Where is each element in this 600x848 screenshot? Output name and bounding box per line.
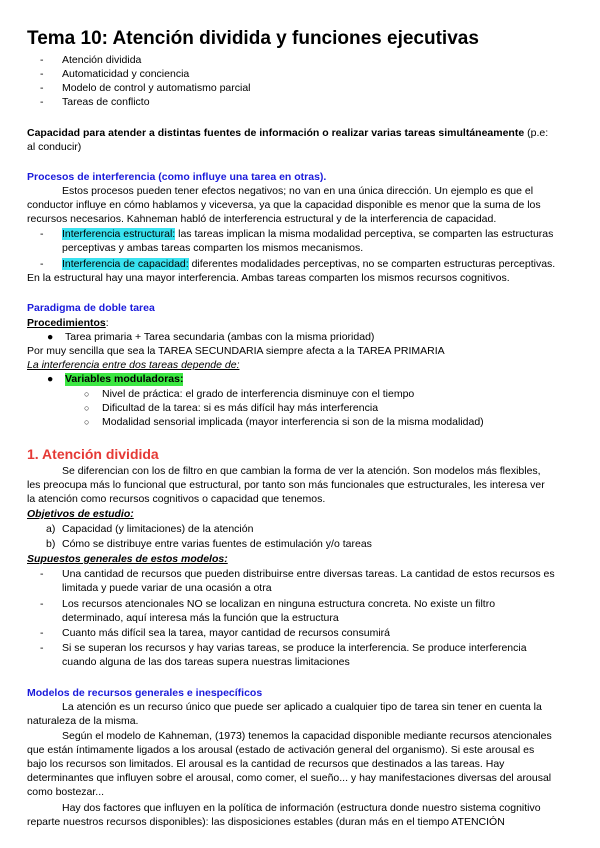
models-p2-line3: bajo los recursos son limitados. El arousal es la cantidad de recursos que destinados a las tareas. Hay xyxy=(27,758,505,770)
bullet-icon: ● xyxy=(47,331,54,343)
interference-p1-line2: conductor influye en cómo hablamos y viceversa, ya que la capacidad disponible es menor que la suma de los xyxy=(27,199,541,211)
procedures-colon: : xyxy=(105,317,109,329)
assumptions-label: Supuestos generales de estos modelos: xyxy=(27,553,228,565)
toc-item: - Modelo de control y automatismo parcial xyxy=(62,82,251,95)
capacity-tail: (p.e: xyxy=(524,127,549,139)
capacity-bold: Capacidad para atender a distintas fuentes de información o realizar varias tareas simultáneamente xyxy=(27,127,525,139)
objective-letter: b) xyxy=(46,538,56,550)
interference-p1-line1: Estos procesos pueden tener efectos negativos; no van en una única dirección. Un ejemplo es que el xyxy=(62,185,534,197)
procedure-item: Tarea primaria + Tarea secundaria (ambas con la misma prioridad) xyxy=(65,331,375,343)
structural-interference xyxy=(62,228,553,241)
capacity-definition xyxy=(27,127,548,140)
assumption-item: - Cuanto más difícil sea la tarea, mayor cantidad de recursos consumirá xyxy=(62,627,390,640)
bullet-icon: ● xyxy=(47,373,54,385)
capacity-line2: al conducir) xyxy=(27,141,82,153)
interference-heading: Procesos de interferencia (como influye una tarea en otras). xyxy=(27,171,327,183)
toc-item: - Tareas de conflicto xyxy=(62,96,150,109)
assumption-item: - Si se superan los recursos y hay varias tareas, se produce la interferencia. Se produce interferencia xyxy=(62,642,527,655)
structural-label: Interferencia estructural: xyxy=(62,228,176,240)
section1-p-line3: la atención como recursos cognitivos o capacidad que tenemos. xyxy=(27,493,326,505)
section-heading-divided-attention: 1. Atención dividida xyxy=(27,446,159,462)
models-p2-line2: que están íntimamente ligados a los arousal (estado de activación general del organismo). Si este arousal es xyxy=(27,744,535,756)
modulator-item: Nivel de práctica: el grado de interferencia disminuye con el tiempo xyxy=(102,388,415,400)
modulator-item: Modalidad sensorial implicada (mayor interferencia si son de la misma modalidad) xyxy=(102,416,484,428)
circle-bullet-icon: ○ xyxy=(84,389,90,399)
objective-item: Capacidad (y limitaciones) de la atención xyxy=(62,523,254,535)
structural-text: las tareas implican la misma modalidad perceptiva, se comparten las estructuras xyxy=(175,228,554,240)
models-p3-line1: Hay dos factores que influyen en la política de información (estructura donde nuestro sistema cognitivo xyxy=(62,802,541,814)
procedures-label xyxy=(27,317,109,330)
models-heading: Modelos de recursos generales e inespecíficos xyxy=(27,687,263,699)
assumption-item-cont: limitada y puede variar de una ocasión a otra xyxy=(62,582,272,594)
assumption-item-cont: cuando alguna de las dos tareas supera nuestras limitaciones xyxy=(62,656,350,668)
models-p1-line2: naturaleza de la misma. xyxy=(27,715,139,727)
section1-p-line2: les preocupa más lo funcional que estructural, por tanto son más funcionales que estructurales, les interesa ver xyxy=(27,479,545,491)
interference-p1-line3: recursos necesarios. Kahneman habló de interferencia estructural y de la interferencia de capacidad. xyxy=(27,213,497,225)
objective-letter: a) xyxy=(46,523,56,535)
capacity-interference xyxy=(62,258,555,271)
objective-item: Cómo se distribuye entre varias fuentes de estimulación y/o tareas xyxy=(62,538,372,550)
modulator-item: Dificultad de la tarea: si es más difícil hay más interferencia xyxy=(102,402,379,414)
modulator-variables: Variables moduladoras: xyxy=(65,373,184,385)
assumption-item: - Los recursos atencionales NO se localizan en ninguna estructura concreta. No existe un filtro xyxy=(62,598,495,611)
circle-bullet-icon: ○ xyxy=(84,403,90,413)
toc-item: - Atención dividida xyxy=(62,54,141,67)
dual-task-heading: Paradigma de doble tarea xyxy=(27,302,155,314)
interference-depends: La interferencia entre dos tareas depende de: xyxy=(27,359,240,371)
models-p2-line5: como bostezar... xyxy=(27,786,105,798)
models-p3-line2: reparte nuestros recursos disponibles): las disposiciones estables (duran más en el tiempo ATENCIÓN xyxy=(27,816,505,828)
models-p2-line1: Según el modelo de Kahneman, (1973) tenemos la capacidad disponible mediante recursos atencionales xyxy=(62,730,552,742)
models-p2-line4: determinantes que influyen sobre el arousal, como comer, el sueño... y hay manifestaciones diversas del arousal xyxy=(27,772,552,784)
objectives-label: Objetivos de estudio: xyxy=(27,508,134,520)
capacity-label: Interferencia de capacidad: xyxy=(62,258,189,270)
models-p1-line1: La atención es un recurso único que puede ser aplicado a cualquier tipo de tarea sin tener en cuenta la xyxy=(62,701,542,713)
circle-bullet-icon: ○ xyxy=(84,417,90,427)
procedures-text: Procedimientos xyxy=(27,317,106,329)
section1-p-line1: Se diferencian con los de filtro en que cambian la forma de ver la atención. Son modelos más flexibles, xyxy=(62,465,541,477)
secondary-task-line: Por muy sencilla que sea la TAREA SECUNDARIA siempre afecta a la TAREA PRIMARIA xyxy=(27,345,445,357)
page-title: Tema 10: Atención dividida y funciones ejecutivas xyxy=(27,28,479,49)
interference-final: En la estructural hay una mayor interferencia. Ambas tareas comparten los mismos recursos cognitivos. xyxy=(27,272,510,284)
assumption-item: - Una cantidad de recursos que pueden distribuirse entre diversas tareas. La cantidad de estos recursos es xyxy=(62,568,555,581)
toc-item: - Automaticidad y conciencia xyxy=(62,68,189,81)
assumption-item-cont: determinado, aquí interesa más la función que la estructura xyxy=(62,612,339,624)
capacity-text: diferentes modalidades perceptivas, no se comparten estructuras perceptivas. xyxy=(188,258,556,270)
structural-line2: perceptivas y ambas tareas comparten los mismos mecanismos. xyxy=(62,242,364,254)
